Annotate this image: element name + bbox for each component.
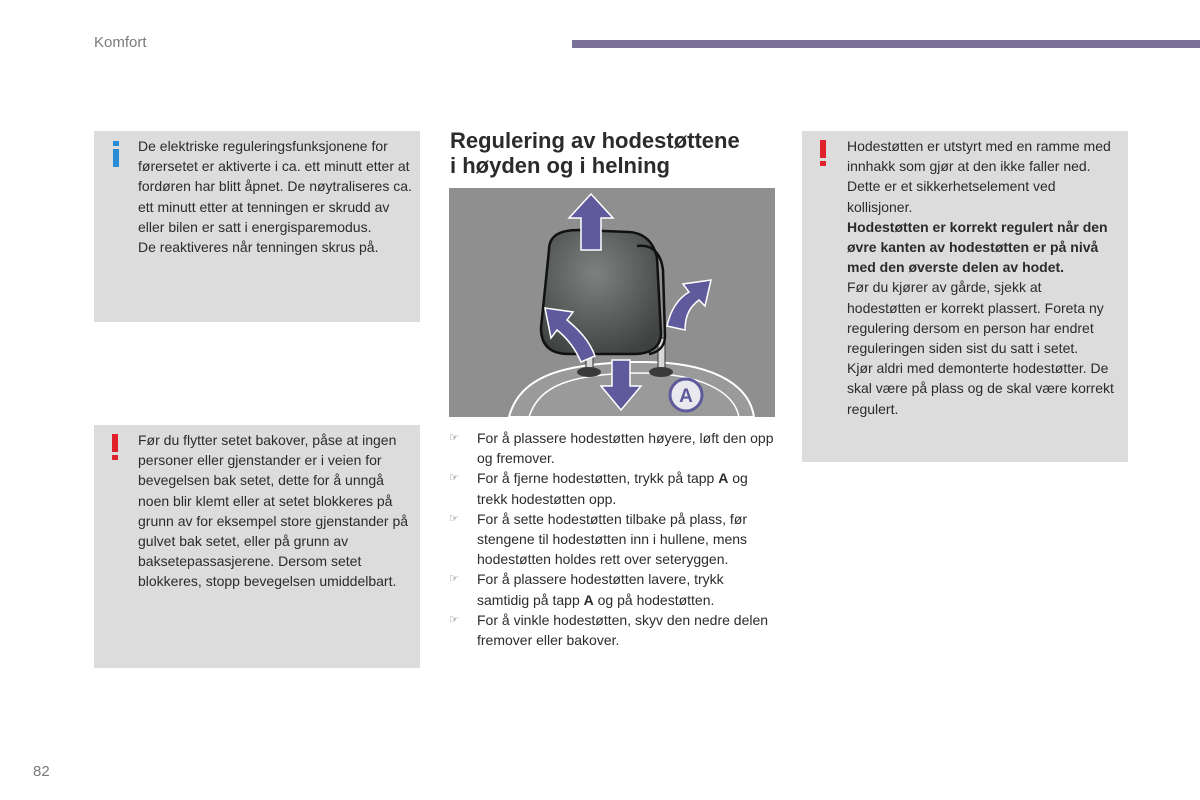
pointing-hand-icon: ☞ [449,573,459,586]
pointing-hand-icon: ☞ [449,613,459,626]
instruction-item: ☞ For å plassere hodestøtten lavere, trykk samtidig på tapp A og på hodestøtten. [449,571,724,608]
instruction-item: ☞ For å sette hodestøtten tilbake på plass, før stengene til hodestøtten inn i hullene, mens hodestøtten holdes rett over seteryggen. [449,510,748,568]
callout-a-label: A [679,386,693,407]
headrest-diagram [449,188,775,417]
warning-box-headrest [802,131,1128,462]
warning-intro: Hodestøtten er utstyrt med en ramme med innhakk som gjør at den ikke faller ned. Dette er et sikkerhetselement ved kollisjoner. [847,138,1111,215]
info-box [94,131,420,322]
title-line-1: Regulering av hodestøttene [450,128,740,153]
warning-check: Før du kjører av gårde, sjekk at hodestøtten er korrekt plassert. Foreta ny regulering dersom en person har endret reguleringen siden sist du satt i setet. [847,279,1104,357]
title-line-2: i høyden og i helning [450,153,670,178]
pointing-hand-icon: ☞ [449,512,459,525]
warning-text [138,430,414,592]
instruction-item: ☞ For å plassere hodestøtten høyere, løft den opp og fremover. [449,430,774,467]
instruction-item: ☞ For å fjerne hodestøtten, trykk på tapp A og trekk hodestøtten opp. [449,470,748,507]
warning-box-seat-movement [94,425,420,668]
headrest-illustration [449,188,775,417]
info-text [138,136,414,257]
warning-never: Kjør aldri med demonterte hodestøtter. De skal være på plass og de skal være korrekt regulert. [847,360,1114,417]
instruction-list [449,428,779,650]
warning-emphasis: Hodestøtten er korrekt regulert når den øvre kanten av hodestøtten er på nivå med den øverste delen av hodet. [847,218,1108,276]
instruction-item: ☞ For å vinkle hodestøtten, skyv den nedre delen fremover eller bakover. [449,611,769,649]
info-paragraph-2: De reaktiveres når tenningen skrus på. [138,239,379,256]
warning-icon [110,434,120,460]
page-number: 82 [33,763,50,780]
warning-paragraph: Før du flytter setet bakover, påse at ingen personer eller gjenstander er i veien for bevegelsen bak setet, dette for å unngå noen blir klemt eller at setet blokkeres på grunn av for eksempel store gjenstander på gulvet bak setet, eller på grunn av baksetepassasjerene. Dersom setet blokkeres, stopp bevegelsen umiddelbart. [138,432,409,590]
warning-icon [818,140,828,166]
info-icon [110,141,122,167]
page-title [450,128,790,178]
header-accent-bar [572,40,1200,48]
pointing-hand-icon: ☞ [449,472,459,485]
warning-text [847,136,1115,419]
pointing-hand-icon: ☞ [449,432,459,444]
section-title: Komfort [94,34,147,51]
info-paragraph-1: De elektriske reguleringsfunksjonene for førersetet er aktiverte i ca. ett minutt etter at fordøren har blitt åpnet. De nøytraliseres ca. ett minutt etter at tenningen er skrudd av eller bilen er satt i energisparemodus. [138,138,412,235]
